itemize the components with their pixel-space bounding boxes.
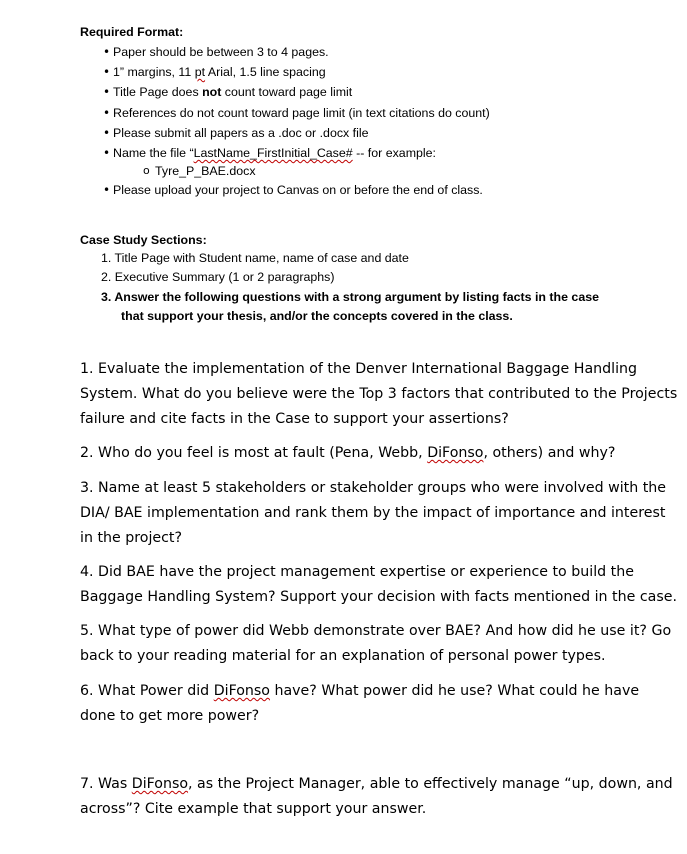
spellcheck-word: LastName_FirstInitial_Case# [193,146,353,160]
bullet-icon: • [103,183,111,197]
spellcheck-word: pt [194,65,206,79]
question-2: 2. Who do you feel is most at fault (Pena, Webb, DiFonso, others) and why? [80,445,616,461]
spellcheck-word: DiFonso [427,445,484,461]
case-study-item-3: 3. Answer the following questions with a strong argument by listing facts in the case [101,290,599,304]
case-study-heading: Case Study Sections: [80,233,207,247]
hollow-bullet-icon: o [143,164,150,177]
bullet-icon: • [103,106,111,120]
question-3: 3. Name at least 5 stakeholders or stakeholder groups who were involved with the DIA/ BAE implementation and rank them by the impact of importance and interest in the project? [80,480,666,546]
question-4: 4. Did BAE have the project management expertise or experience to build the Baggage Handling System? Support your decision with facts mentioned in the case. [80,564,677,605]
case-study-item-2: 2. Executive Summary (1 or 2 paragraphs) [101,270,335,284]
spellcheck-word: DiFonso [213,683,270,699]
question-5: 5. What type of power did Webb demonstrate over BAE? And how did he use it? Go back to your reading material for an explanation of personal power types. [80,623,672,664]
bullet-icon: • [103,65,111,79]
required-format-heading: Required Format: [80,25,184,39]
bullet-icon: • [103,85,111,99]
bullet-icon: • [103,45,111,59]
case-study-item-3-cont: that support your thesis, and/or the concepts covered in the class. [121,309,513,323]
spellcheck-word: DiFonso [131,776,189,792]
question-7: 7. Was DiFonso, as the Project Manager, able to effectively manage “up, down, and across”? Cite example that support your answer. [80,776,673,817]
case-study-item-1: 1. Title Page with Student name, name of case and date [101,251,409,265]
question-6: 6. What Power did DiFonso have? What power did he use? What could he have done to get more power? [80,683,640,724]
question-1: 1. Evaluate the implementation of the Denver International Baggage Handling System. What do you believe were the Top 3 factors that contributed to the Projects failure and cite facts in the Case to support your assertions? [80,361,678,427]
document-page: Required Format: • Paper should be between 3 to 4 pages. • 1” margins, 11 pt Arial, 1.5 line spacing • Title Page does not count toward page limit • References do not count toward page limit (in text citations do count) • Please submit all papers as a .doc or .docx file • Name the file “LastName_FirstInitial_Case# -- for example: o Tyre_P_BAE.docx • Please upload your project to Canvas on or before the end of class. Case Study Sections: 1. Title Page with Student name, name of case and date 2. Executive Summary (1 or 2 paragraphs) 3. Answer the following questions with a strong argument by listing facts in the case that support your thesis, and/or the concepts covered in the class. 1. Evaluate the implementation of the Denver International Baggage Handling System. What do you believe were the Top 3 factors that contributed to the Projects failure and cite facts in the Case to support your assertions? 2. Who do you feel is most at fault (Pena, Webb, DiFonso, others) and why? 3. Name at least 5 stakeholders or stakeholder groups who were involved with the DIA/ BAE implementation and rank them by the impact of importance and interest in the project? 4. Did BAE have the project management expertise or experience to build the Baggage Handling System? Support your decision with facts mentioned in the case. 5. What type of power did Webb demonstrate over BAE? And how did he use it? Go back to your reading material for an explanation of personal power types. 6. What Power did DiFonso have? What power did he use? What could he have done to get more power? 7. Was DiFonso, as the Project Manager, able to effectively manage “up, down, and across”? Cite example that support your answer. [0,0,687,854]
bullet-icon: • [103,146,111,160]
bullet-icon: • [103,126,111,140]
